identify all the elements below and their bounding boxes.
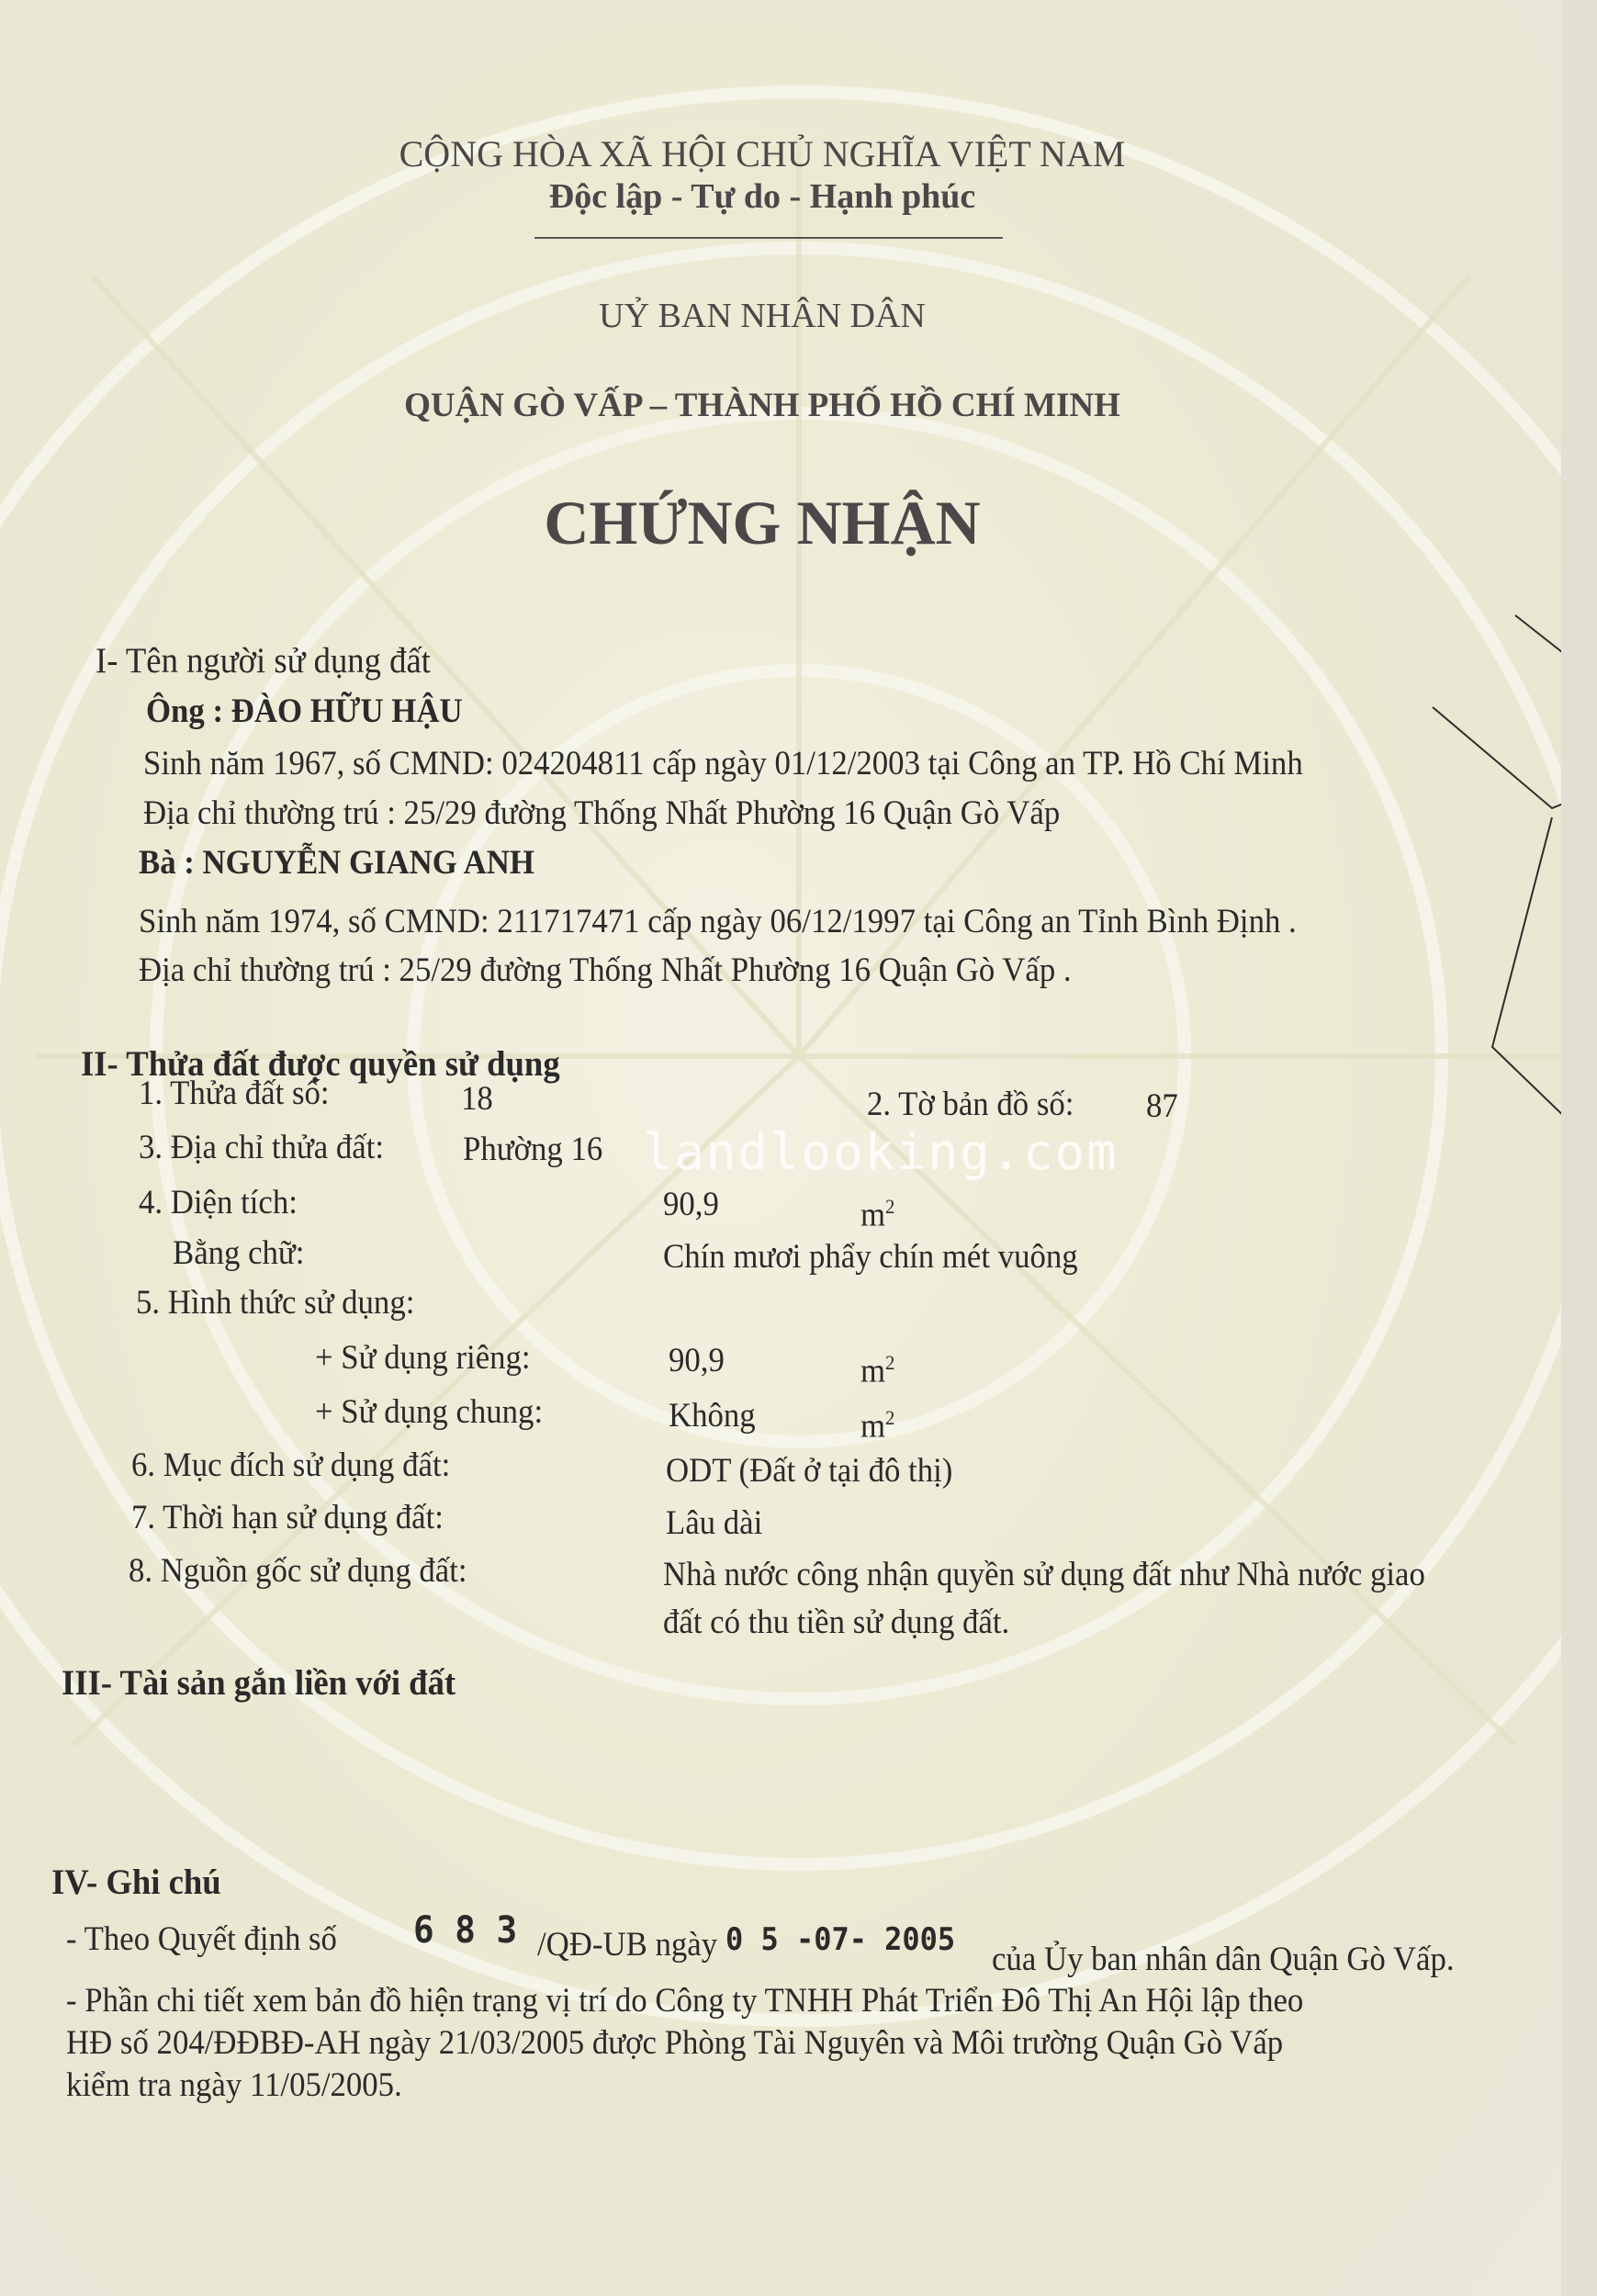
owner1-birth: Sinh năm 1967, số CMND: 024204811 cấp ngày 01/12/2003 tại Công an TP. Hồ Chí Minh xyxy=(143,745,1303,782)
owner2-birth: Sinh năm 1974, số CMND: 211717471 cấp ngày 06/12/1997 tại Công an Tỉnh Bình Định . xyxy=(139,903,1297,940)
agency: UỶ BAN NHÂN DÂN xyxy=(599,297,926,335)
note-line1: - Phần chi tiết xem bản đồ hiện trạng vị trí do Công ty TNHH Phát Triển Đô Thị An Hội lập theo xyxy=(66,1982,1304,2020)
words-value: Chín mươi phẩy chín mét vuông xyxy=(663,1238,1078,1276)
area-unit: $m^2$ xyxy=(860,1195,895,1234)
owner1-name: Ông : ĐÀO HỮU HẬU xyxy=(146,692,463,730)
shared-label: + Sử dụng chung: xyxy=(315,1393,544,1431)
owner1-address: Địa chỉ thường trú : 25/29 đường Thống Nhất Phường 16 Quận Gò Vấp xyxy=(143,794,1061,832)
purpose-value: ODT (Đất ở tại đô thị) xyxy=(666,1452,953,1490)
area-value: 90,9 xyxy=(663,1186,719,1223)
decision-suffix: của Ủy ban nhân dân Quận Gò Vấp. xyxy=(992,1941,1455,1978)
private-value: 90,9 xyxy=(669,1342,725,1379)
section4-heading: IV- Ghi chú xyxy=(51,1863,221,1902)
map-label: 2. Tờ bản đồ số: xyxy=(867,1086,1074,1123)
words-label: Bằng chữ: xyxy=(173,1234,305,1272)
term-value: Lâu dài xyxy=(666,1504,763,1542)
address-label: 3. Địa chỉ thửa đất: xyxy=(139,1129,385,1166)
address-value: Phường 16 xyxy=(463,1131,603,1168)
area-label: 4. Diện tích: xyxy=(139,1184,298,1221)
decision-number: 6 8 3 xyxy=(413,1909,518,1952)
unit-text: m xyxy=(860,1407,886,1446)
parcel-label: 1. Thửa đất số: xyxy=(139,1075,330,1112)
note-line3: kiểm tra ngày 11/05/2005. xyxy=(66,2066,402,2104)
document-title: CHỨNG NHẬN xyxy=(544,488,981,557)
divider xyxy=(534,237,1003,239)
district: QUẬN GÒ VẤP – THÀNH PHỐ HỒ CHÍ MINH xyxy=(404,387,1120,424)
unit-text: m xyxy=(860,1196,886,1234)
origin-line2: đất có thu tiền sử dụng đất. xyxy=(663,1604,1010,1641)
form-label: 5. Hình thức sử dụng: xyxy=(136,1284,415,1322)
private-unit: $m^2$ xyxy=(860,1351,895,1390)
owner2-address: Địa chỉ thường trú : 25/29 đường Thống Nhất Phường 16 Quận Gò Vấp . xyxy=(139,951,1072,989)
private-label: + Sử dụng riêng: xyxy=(315,1339,531,1377)
shared-unit: $m^2$ xyxy=(860,1406,895,1446)
shared-value: Không xyxy=(669,1397,756,1435)
motto: Độc lập - Tự do - Hạnh phúc xyxy=(548,177,976,216)
map-value: 87 xyxy=(1146,1087,1178,1125)
watermark: landlooking.com xyxy=(643,1123,1119,1181)
section2-heading: II- Thửa đất được quyền sử dụng xyxy=(81,1044,560,1084)
origin-label: 8. Nguồn gốc sử dụng đất: xyxy=(129,1552,467,1590)
section3-heading: III- Tài sản gắn liền với đất xyxy=(62,1663,456,1703)
term-label: 7. Thời hạn sử dụng đất: xyxy=(131,1499,444,1536)
section1-heading: I- Tên người sử dụng đất xyxy=(96,641,431,681)
note-line2: HĐ số 204/ĐĐBĐ-AH ngày 21/03/2005 được Phòng Tài Nguyên và Môi trường Quận Gò Vấp xyxy=(66,2024,1284,2062)
unit-text: m xyxy=(860,1352,886,1390)
owner2-name: Bà : NGUYỄN GIANG ANH xyxy=(139,844,534,882)
origin-line1: Nhà nước công nhận quyền sử dụng đất như Nhà nước giao xyxy=(663,1556,1425,1593)
decision-mid: /QĐ-UB ngày xyxy=(537,1926,718,1964)
parcel-value: 18 xyxy=(461,1080,493,1118)
country-name: CỘNG HÒA XÃ HỘI CHỦ NGHĨA VIỆT NAM xyxy=(399,133,1126,174)
decision-prefix: - Theo Quyết định số xyxy=(66,1920,337,1958)
purpose-label: 6. Mục đích sử dụng đất: xyxy=(131,1446,451,1484)
decision-date: 0 5 -07- 2005 xyxy=(725,1921,956,1958)
